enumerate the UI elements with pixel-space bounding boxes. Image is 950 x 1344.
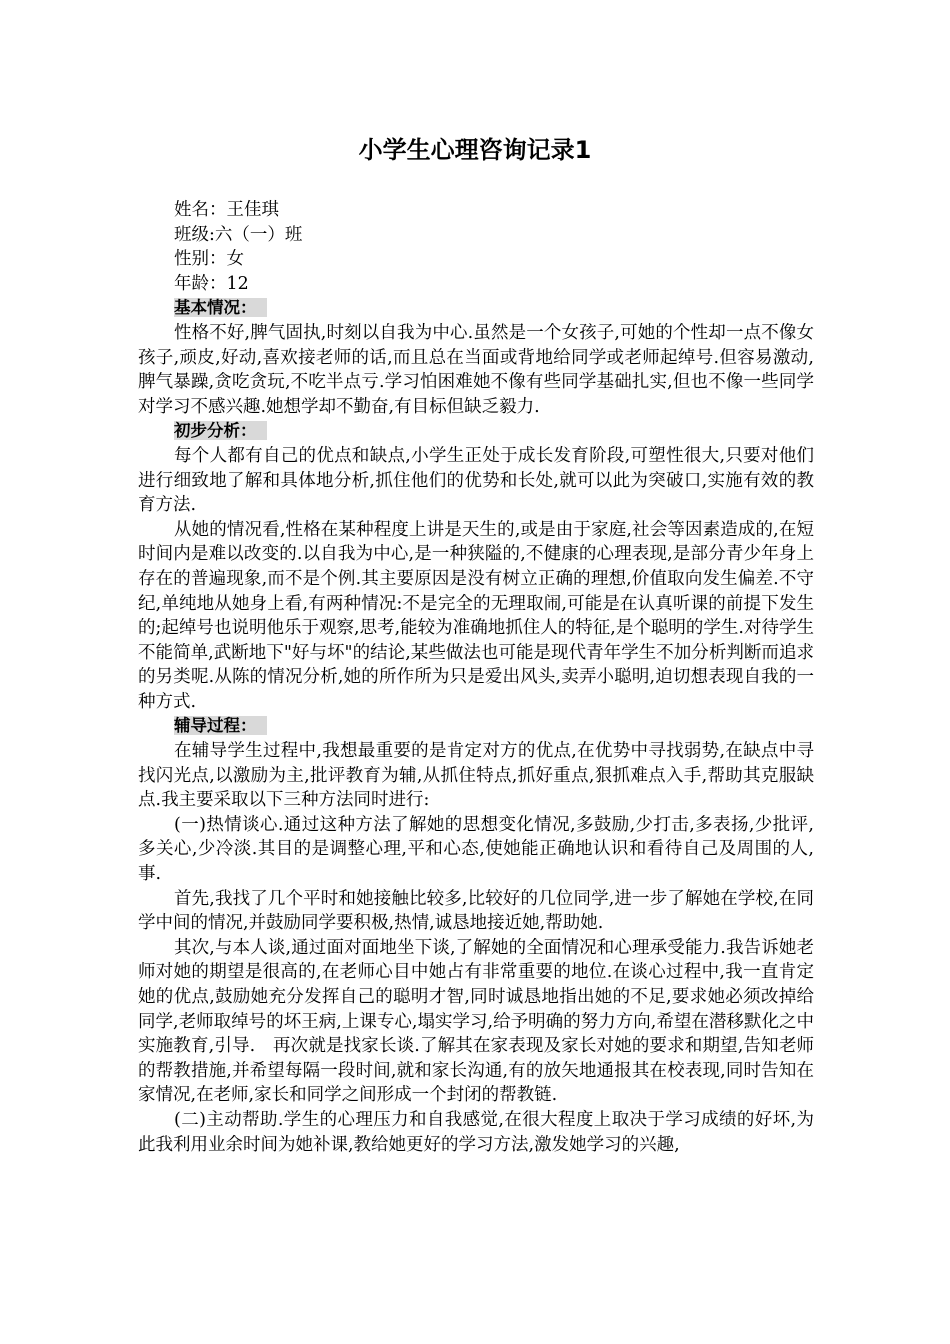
student-gender: 性别：女 (174, 249, 244, 270)
paragraph: 从她的情况看,性格在某种程度上讲是天生的,或是由于家庭,社会等因素造成的,在短时间内是难以改变的.以自我为中心,是一种狭隘的,不健康的心理表现,是部分青少年身上存在的普遍现象,而不是个例.其主要原因是没有树立正确的理想,价值取向发生偏差.不守纪,单纯地从她身上看,有两种情况:不是完全的无理取闹,可能是在认真听课的前提下发生的;起绰号也说明他乐于观察,思考,能较为准确地抓住人的特征,是个聪明的学生.对待学生不能简单,武断地下"好与坏"的结论,某些做法也可能是现代青年学生不加分析判断而追求的另类呢.从陈的情况分析,她的所作所为只是爱出风头,卖弄小聪明,迫切想表现自我的一种方式. (138, 519, 814, 712)
document-body (138, 198, 814, 1157)
section-heading-basic: 基本情况： (138, 296, 814, 321)
paragraph: 性格不好,脾气固执,时刻以自我为中心.虽然是一个女孩子,可她的个性却一点不像女孩子,顽皮,好动,喜欢接老师的话,而且总在当面或背地给同学或老师起绰号.但容易激动,脾气暴躁,贪吃贪玩,不吃半点亏.学习怕困难她不像有些同学基础扎实,但也不像一些同学对学习不感兴趣.她想学却不勤奋,有目标但缺乏毅力. (138, 322, 814, 417)
section-heading-analysis: 初步分析： (138, 419, 814, 444)
paragraph: (二)主动帮助.学生的心理压力和自我感觉,在很大程度上取决于学习成绩的好坏,为此我利用业余时间为她补课,教给她更好的学习方法,激发她学习的兴趣, (138, 1109, 814, 1155)
student-age: 年龄：12 (174, 273, 249, 294)
paragraph: 在辅导学生过程中,我想最重要的是肯定对方的优点,在优势中寻找弱势,在缺点中寻找闪光点,以激励为主,批评教育为辅,从抓住特点,抓好重点,狠抓难点入手,帮助其克服缺点.我主要采取以下三种方法同时进行: (138, 741, 814, 811)
student-class: 班级:六（一）班 (174, 224, 303, 245)
paragraph: 每个人都有自己的优点和缺点,小学生正处于成长发育阶段,可塑性很大,只要对他们进行细致地了解和具体地分析,抓住他们的优势和长处,就可以此为突破口,实施有效的教育方法. (138, 445, 814, 516)
paragraph: 首先,我找了几个平时和她接触比较多,比较好的几位同学,进一步了解她在学校,在同学中间的情况,并鼓励同学要积极,热情,诚恳地接近她,帮助她. (138, 888, 814, 934)
paragraph: (一)热情谈心.通过这种方法了解她的思想变化情况,多鼓励,少打击,多表扬,少批评,多关心,少冷淡.其目的是调整心理,平和心态,使她能正确地认识和看待自己及周围的人,事. (138, 814, 814, 885)
section-heading-process: 辅导过程： (138, 714, 814, 739)
paragraph: 其次,与本人谈,通过面对面地坐下谈,了解她的全面情况和心理承受能力.我告诉她老师对她的期望是很高的,在老师心目中她占有非常重要的地位.在谈心过程中,我一直肯定她的优点,鼓励她充分发挥自己的聪明才智,同时诚恳地指出她的不足,要求她必须改掉给同学,老师取绰号的坏王病,上课专心,塌实学习,给予明确的努力方向,希望在潜移默化之中实施教育,引导. 再次就是找家长谈.了解其在家表现及家长对她的要求和期望,告知老师的帮教措施,并希望每隔一段时间,就和家长沟通,有的放矢地通报其在校表现,同时告知在家情况,在老师,家长和同学之间形成一个封闭的帮教链. (138, 937, 814, 1106)
student-name: 姓名：王佳琪 (174, 200, 279, 220)
document-title: 小学生心理咨询记录1 (358, 136, 592, 164)
